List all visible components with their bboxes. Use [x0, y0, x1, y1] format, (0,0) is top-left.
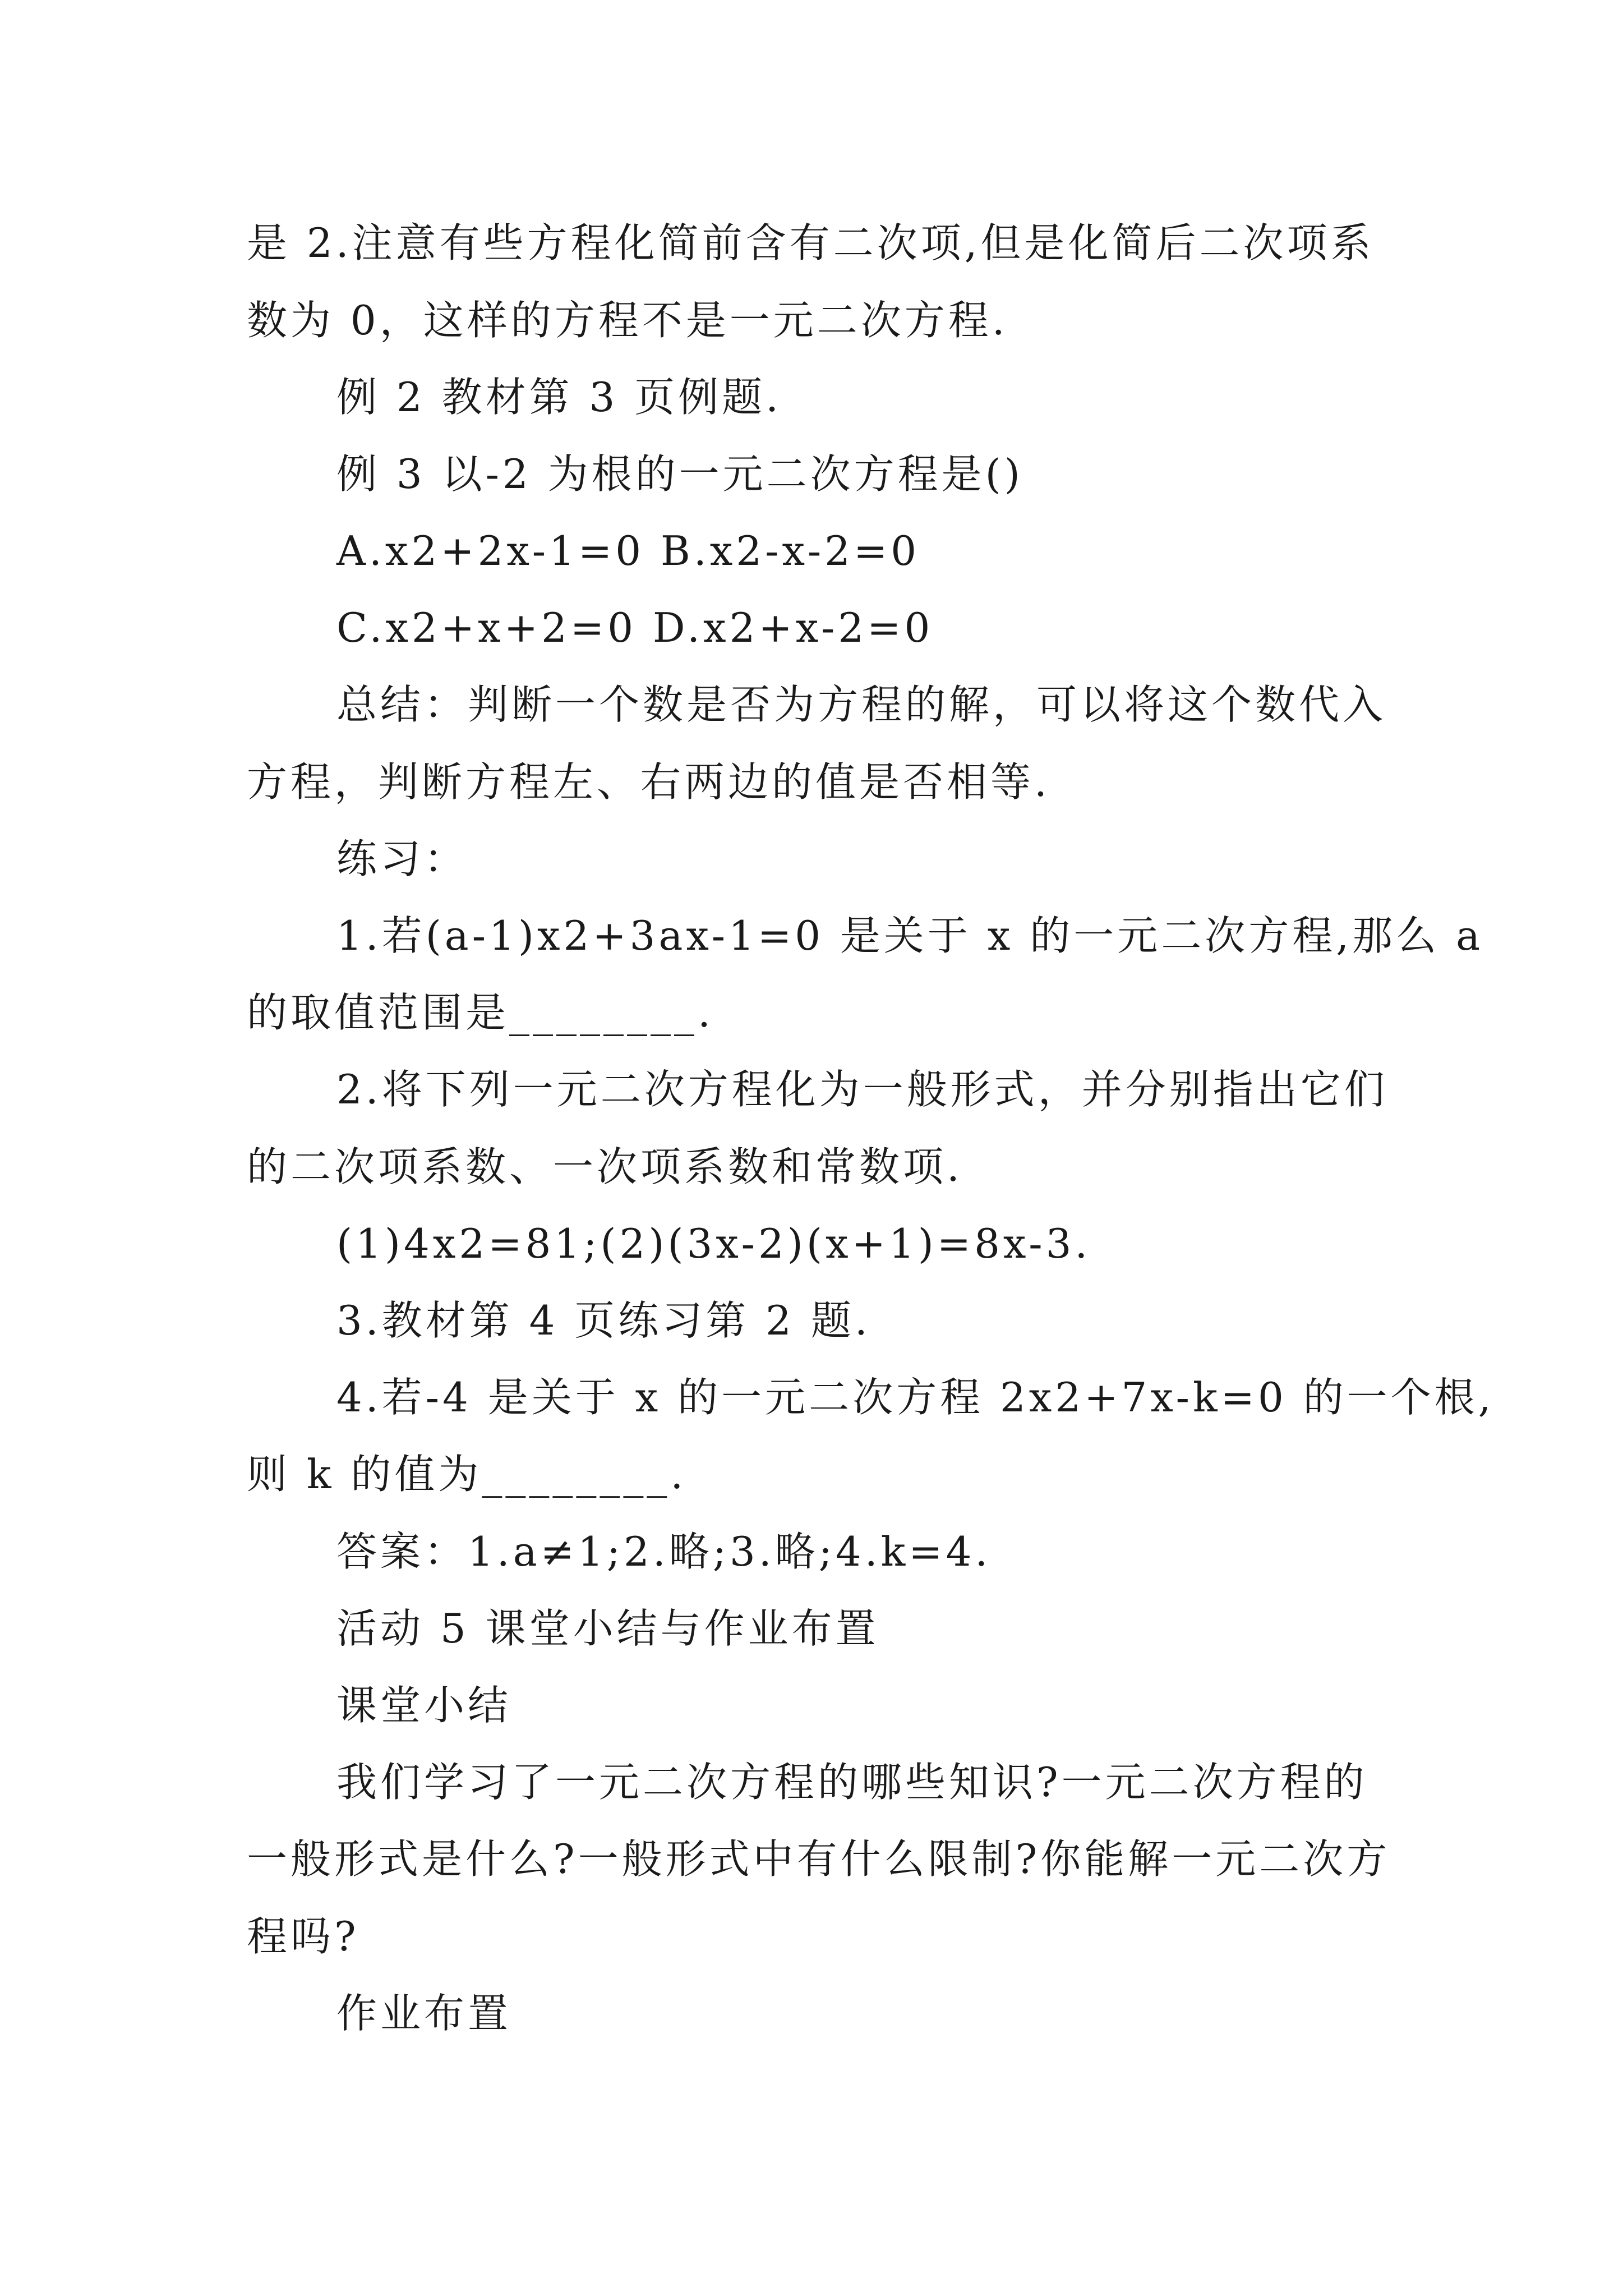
exercise-item: 的二次项系数、一次项系数和常数项. — [247, 1143, 963, 1190]
paragraph-text: 我们学习了一元二次方程的哪些知识?一元二次方程的 — [336, 1759, 1368, 1806]
exercise-item: 2.将下列一元二次方程化为一般形式，并分别指出它们 — [336, 1066, 1388, 1113]
example-heading: 例 2 教材第 3 页例题. — [336, 374, 782, 421]
section-heading: 作业布置 — [336, 1990, 512, 2037]
section-heading: 课堂小结 — [336, 1682, 512, 1729]
exercise-item: (1)4x2=81;(2)(3x-2)(x+1)=8x-3. — [336, 1220, 1091, 1267]
example-heading: 例 3 以-2 为根的一元二次方程是() — [336, 450, 1023, 498]
paragraph-text: 程吗? — [247, 1913, 359, 1960]
text-line: 数为 0，这样的方程不是一元二次方程. — [247, 297, 1008, 344]
answer-options: C.x2+x+2=0 D.x2+x-2=0 — [336, 604, 934, 651]
answer-options: A.x2+2x-1=0 B.x2-x-2=0 — [336, 527, 920, 574]
summary-text: 总结：判断一个数是否为方程的解，可以将这个数代入 — [336, 681, 1387, 728]
exercise-item: 3.教材第 4 页练习第 2 题. — [336, 1297, 871, 1344]
exercise-item: 4.若-4 是关于 x 的一元二次方程 2x2+7x-k=0 的一个根, — [336, 1374, 1495, 1421]
section-heading: 活动 5 课堂小结与作业布置 — [336, 1605, 879, 1652]
paragraph-text: 一般形式是什么?一般形式中有什么限制?你能解一元二次方 — [247, 1835, 1391, 1883]
summary-text: 方程，判断方程左、右两边的值是否相等. — [247, 758, 1050, 806]
exercise-item: 的取值范围是________. — [247, 989, 714, 1036]
answer-line: 答案：1.a≠1;2.略;3.略;4.k=4. — [336, 1528, 992, 1575]
exercise-item: 则 k 的值为________. — [247, 1451, 687, 1498]
exercise-item: 1.若(a-1)x2+3ax-1=0 是关于 x 的一元二次方程,那么 a — [336, 912, 1483, 959]
text-line: 是 2.注意有些方程化简前含有二次项,但是化简后二次项系 — [247, 219, 1375, 266]
section-heading: 练习： — [336, 835, 468, 882]
